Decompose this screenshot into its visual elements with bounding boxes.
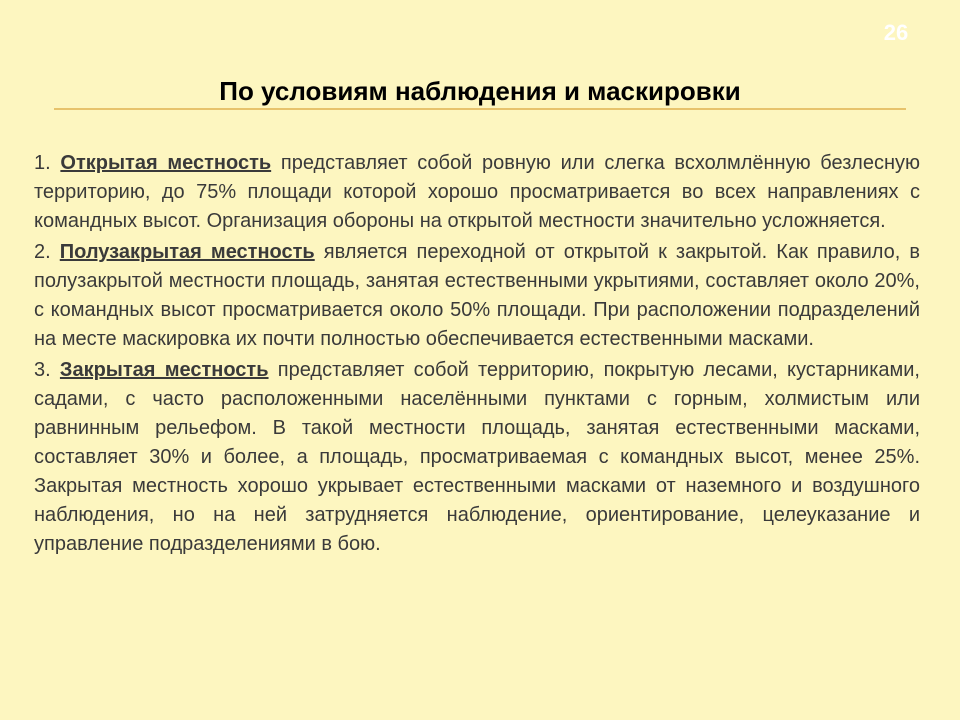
slide-number: 26 (883, 20, 909, 45)
paragraph-open-terrain (34, 149, 920, 236)
term-semi-closed-terrain: Полузакрытая местность (59, 241, 315, 263)
title-underline-divider (54, 108, 906, 110)
body-text (34, 149, 920, 561)
term-open-terrain: Открытая местность (60, 152, 272, 174)
paragraph-number: 2. (34, 241, 51, 263)
paragraph-text: является переходной от открытой к закрытой. Как правило, в полузакрытой местности площадь, занятая естественными укрытиями, составляет около 20%, с командных высот просматривается около 50% площади. При расположении подразделений на месте маскировка их почти полностью обеспечивается естественными масками. (34, 241, 921, 350)
paragraph-text: представляет собой территорию, покрытую лесами, кустарниками, садами, с часто расположенными населёнными пунктами с горным, холмистым или равнинным рельефом. В такой местности площадь, занятая естественными масками, составляет 30% и более, а площадь, просматриваемая с командных высот, менее 25%. Закрытая местность хорошо укрывает естественными масками от наземного и воздушного наблюдения, но на ней затрудняется наблюдение, ориентирование, целеуказание и управление подразделениями в бою. (34, 359, 920, 555)
paragraph-number: 1. (34, 152, 51, 174)
paragraph-text: представляет собой ровную или слегка всхолмлённую безлесную территорию, до 75% площади которой хорошо просматривается во всех направлениях с командных высот. Организация обороны на открытой местности значительно усложняется. (34, 152, 920, 232)
slide-title: По условиям наблюдения и маскировки (219, 76, 741, 106)
term-closed-terrain: Закрытая местность (59, 359, 269, 381)
paragraph-number: 3. (34, 359, 51, 381)
paragraph-semi-closed-terrain (34, 238, 920, 354)
paragraph-closed-terrain (34, 356, 920, 559)
